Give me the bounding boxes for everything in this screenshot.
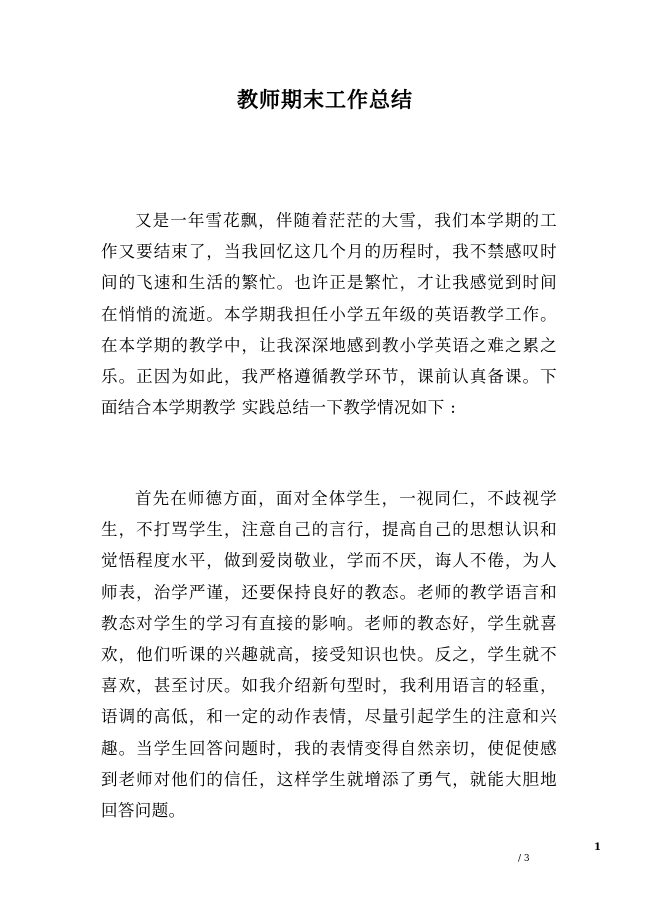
page-number: 1 — [594, 842, 601, 853]
paragraph-ethics: 首先在师德方面，面对全体学生，一视同仁，不歧视学生，不打骂学生，注意自己的言行，提高自己的思想认识和觉悟程度水平，做到爱岗敬业，学而不厌，诲人不倦，为人师表，治学严谨，还要保持良好的教态。老师的教学语言和教态对学生的学习有直接的影响。老师的教态好，学生就喜欢，他们听课的兴趣就高，接受知识也快。反之，学生就不喜欢，甚至讨厌。如我介绍新句型时，我利用语言的轻重，语调的高低，和一定的动作表情，尽量引起学生的注意和兴趣。当学生回答问题时，我的表情变得自然亲切，使促使感到老师对他们的信任，这样学生就增添了勇气，就能大胆地回答问题。 — [101, 489, 557, 821]
page-total: / 3 — [518, 854, 530, 864]
paragraph-intro: 又是一年雪花飘，伴随着茫茫的大雪，我们本学期的工作又要结束了，当我回忆这几个月的历程时，我不禁感叹时间的飞速和生活的繁忙。也许正是繁忙，才让我感觉到时间在悄悄的流逝。本学期我担任小学五年级的英语教学工作。在本学期的教学中，让我深深地感到教小学英语之难之累之乐。正因为如此，我严格遵循教学环节，课前认真备课。下面结合本学期教学 实践总结一下教学情况如下 : — [101, 211, 557, 418]
document-title: 教师期末工作总结 — [237, 88, 413, 112]
